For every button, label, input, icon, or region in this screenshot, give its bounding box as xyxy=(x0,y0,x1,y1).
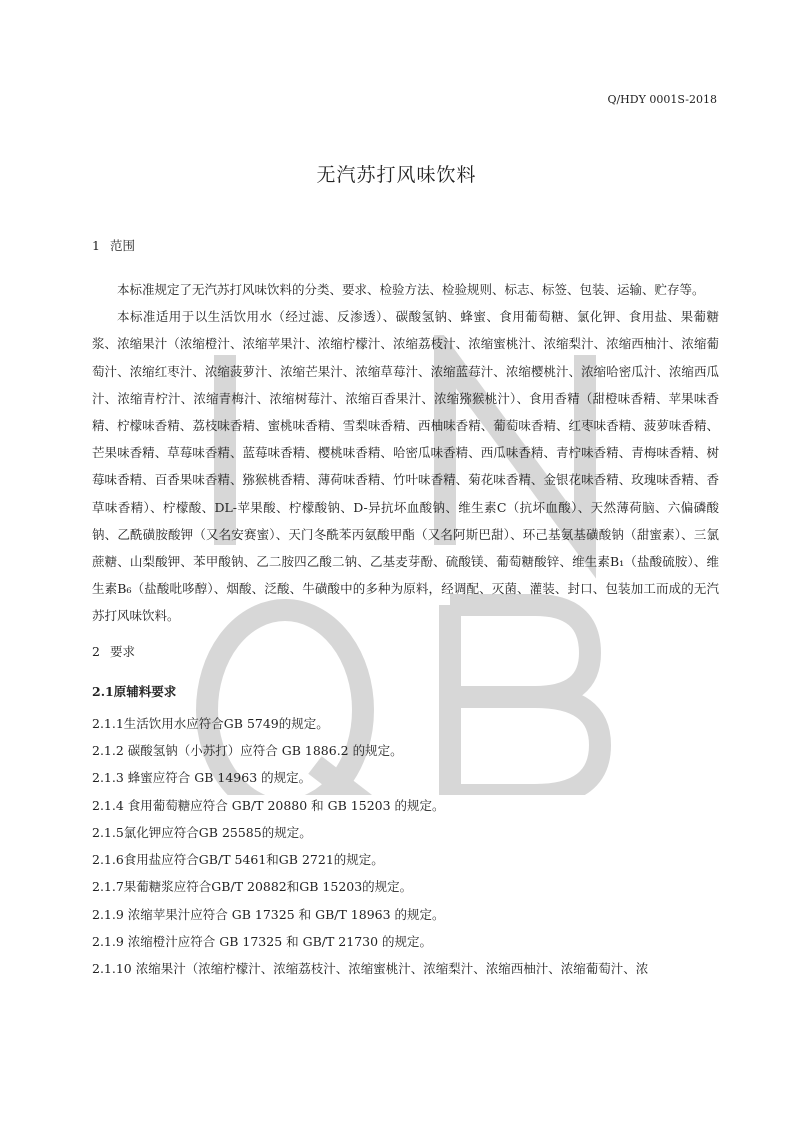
section-2-number: 2 xyxy=(92,643,100,659)
section-2-heading xyxy=(92,642,719,670)
requirement-item: 2.1.10 浓缩果汁（浓缩柠檬汁、浓缩荔枝汁、浓缩蜜桃汁、浓缩梨汁、浓缩西柚汁、浓缩葡萄汁、浓 xyxy=(92,961,649,977)
requirement-item: 2.1.1生活饮用水应符合GB 5749的规定。 xyxy=(92,715,329,731)
section-2-title: 要求 xyxy=(109,643,135,659)
subsection-2-1-title: 原辅料要求 xyxy=(113,683,177,699)
requirement-item: 2.1.2 碳酸氢钠（小苏打）应符合 GB 1886.2 的规定。 xyxy=(92,742,403,758)
scope-paragraph-2: 本标准适用于以生活饮用水（经过滤、反渗透）、碳酸氢钠、蜂蜜、食用葡萄糖、氯化钾、食用盐、果葡糖浆、浓缩果汁（浓缩橙汁、浓缩苹果汁、浓缩柠檬汁、浓缩荔枝汁、浓缩蜜桃汁、浓缩梨汁、浓缩西柚汁、浓缩葡萄汁、浓缩红枣汁、浓缩菠萝汁、浓缩芒果汁、浓缩草莓汁、浓缩蓝莓汁、浓缩樱桃汁、浓缩哈密瓜汁、浓缩西瓜汁、浓缩青柠汁、浓缩青梅汁、浓缩树莓汁、浓缩百香果汁、浓缩猕猴桃汁）、食用香精（甜橙味香精、苹果味香精、柠檬味香精、荔枝味香精、蜜桃味香精、雪梨味香精、西柚味香精、葡萄味香精、红枣味香精、菠萝味香精、芒果味香精、草莓味香精、蓝莓味香精、樱桃味香精、哈密瓜味香精、西瓜味香精、青柠味香精、青梅味香精、树莓味香精、百香果味香精、猕猴桃香精、薄荷味香精、竹叶味香精、菊花味香精、金银花味香精、玫瑰味香精、香草味香精）、柠檬酸、DL-苹果酸、柠檬酸钠、D-异抗坏血酸钠、维生素C（抗坏血酸）、天然薄荷脑、六偏磷酸钠、乙酰磺胺酸钾（又名安赛蜜）、天门冬酰苯丙氨酸甲酯（又名阿斯巴甜）、环己基氨基磺酸钠（甜蜜素）、三氯蔗糖、山梨酸钾、苯甲酸钠、乙二胺四乙酸二钠、乙基麦芽酚、硫酸镁、葡萄糖酸锌、维生素B₁（盐酸硫胺）、维生素B₆（盐酸吡哆醇）、烟酸、泛酸、牛磺酸中的多种为原料，经调配、灭菌、灌装、封口、包装加工而成的无汽苏打风味饮料。 xyxy=(92,309,719,624)
requirement-item: 2.1.4 食用葡萄糖应符合 GB/T 20880 和 GB 15203 的规定。 xyxy=(92,797,445,813)
subsection-2-1-heading xyxy=(92,682,719,702)
subsection-2-1-number: 2.1 xyxy=(92,683,114,699)
standard-code: Q/HDY 0001S-2018 xyxy=(607,93,717,106)
requirement-item: 2.1.7果葡糖浆应符合GB/T 20882和GB 15203的规定。 xyxy=(92,879,413,895)
requirement-item: 2.1.9 浓缩橙汁应符合 GB 17325 和 GB/T 21730 的规定。 xyxy=(92,934,433,950)
document-body xyxy=(92,236,719,983)
section-1-title: 范围 xyxy=(109,238,135,253)
requirement-item: 2.1.3 蜂蜜应符合 GB 14963 的规定。 xyxy=(92,770,312,786)
scope-paragraph-1: 本标准规定了无汽苏打风味饮料的分类、要求、检验方法、检验规则、标志、标签、包装、运输、贮存等。 xyxy=(117,282,705,297)
requirement-item: 2.1.9 浓缩苹果汁应符合 GB 17325 和 GB/T 18963 的规定。 xyxy=(92,906,445,922)
document-title: 无汽苏打风味饮料 xyxy=(316,164,477,186)
section-1-heading xyxy=(92,236,719,264)
requirement-item: 2.1.5氯化钾应符合GB 25585的规定。 xyxy=(92,824,312,840)
section-1-number: 1 xyxy=(92,238,100,253)
requirement-item: 2.1.6食用盐应符合GB/T 5461和GB 2721的规定。 xyxy=(92,852,384,868)
